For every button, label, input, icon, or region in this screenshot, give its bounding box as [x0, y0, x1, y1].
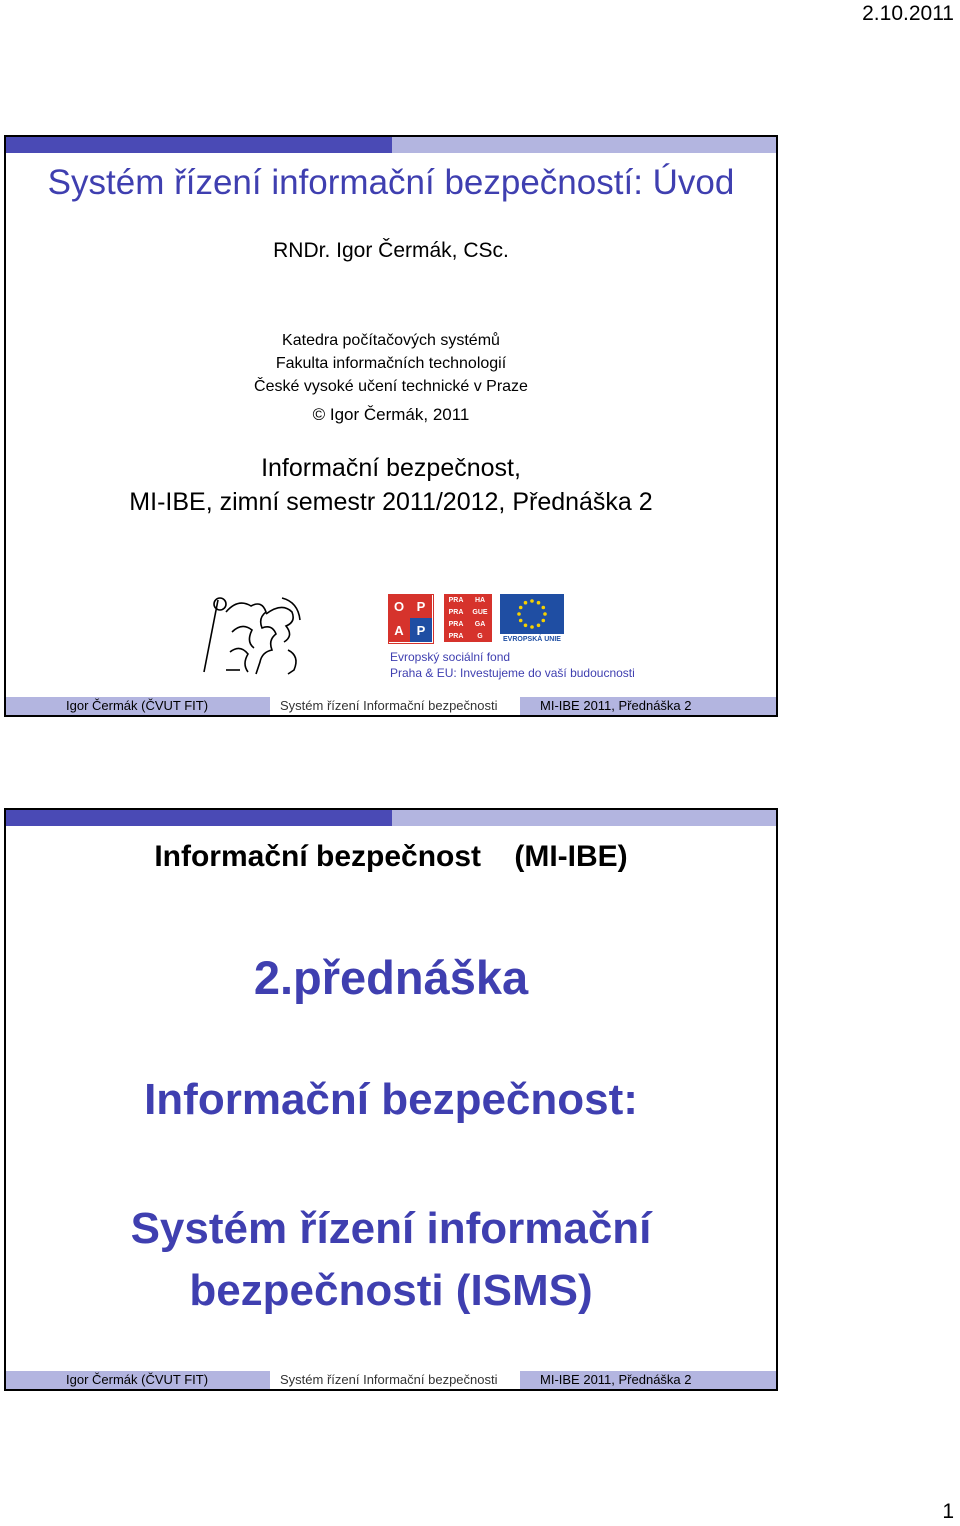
eu-label: EVROPSKÁ UNIE — [500, 634, 564, 644]
oppa-letter-p2: P — [410, 618, 432, 642]
affiliation — [6, 329, 776, 398]
esf-slogan: Praha & EU: Investujeme do vaší budoucnosti — [390, 666, 635, 680]
esf-fund-name: Evropský sociální fond — [390, 650, 511, 664]
footer-course: MI-IBE 2011, Přednáška 2 — [520, 697, 776, 715]
page-number: 1 — [942, 1500, 954, 1523]
praha-logo-text: G — [477, 632, 483, 640]
course-info — [6, 451, 776, 519]
esf-text — [390, 649, 635, 681]
oppa-letter-o: O — [388, 594, 410, 618]
lecture-topic-line2: bezpečnosti (ISMS) — [189, 1266, 593, 1315]
praha-logo-text: GA — [474, 620, 486, 628]
affiliation-faculty: Fakulta informačních technologií — [275, 355, 507, 372]
lecture-number: 2.přednáška — [253, 951, 529, 1004]
footer-title: Systém řízení Informační bezpečnosti — [270, 1371, 520, 1389]
eu-flag-icon — [500, 594, 564, 634]
slide-title: Systém řízení informační bezpečností: Úvod — [47, 163, 735, 202]
affiliation-university: České vysoké učení technické v Praze — [254, 378, 528, 395]
course-heading: Informační bezpečnost (MI-IBE) — [154, 840, 628, 873]
subject-title: Informační bezpečnost: — [144, 1075, 638, 1124]
page-date: 2.10.2011 — [862, 2, 954, 25]
slide-top-bar — [6, 810, 776, 826]
slide-1 — [4, 135, 778, 717]
praha-logo-text: PRA — [448, 596, 464, 604]
slide-footer — [6, 1371, 776, 1389]
footer-title: Systém řízení Informační bezpečnosti — [270, 697, 520, 715]
lecture-topic — [6, 1198, 776, 1322]
praha-logo-text: PRA — [448, 632, 464, 640]
footer-author: Igor Čermák (ČVUT FIT) — [6, 1371, 270, 1389]
praha-logo-text: PRA — [448, 608, 464, 616]
lecture-topic-line1: Systém řízení informační — [130, 1204, 652, 1253]
oppa-letter-a: A — [388, 618, 410, 642]
footer-course: MI-IBE 2011, Přednáška 2 — [520, 1371, 776, 1389]
course-semester: MI-IBE, zimní semestr 2011/2012, Přednáška 2 — [129, 488, 653, 516]
oppa-letter-p1: P — [410, 594, 432, 618]
affiliation-department: Katedra počítačových systémů — [282, 332, 500, 349]
course-name: Informační bezpečnost, — [261, 454, 521, 482]
cvut-lion-logo-icon — [196, 592, 306, 677]
praha-logo-text: PRA — [448, 620, 464, 628]
footer-author: Igor Čermák (ČVUT FIT) — [6, 697, 270, 715]
slide-top-bar — [6, 137, 776, 153]
author-name: RNDr. Igor Čermák, CSc. — [273, 239, 509, 262]
copyright-line: © Igor Čermák, 2011 — [312, 405, 470, 424]
praha-logo-text: HA — [474, 596, 486, 604]
praha-logo-text: GUE — [472, 608, 488, 616]
slide-2 — [4, 808, 778, 1391]
slide-footer — [6, 697, 776, 715]
